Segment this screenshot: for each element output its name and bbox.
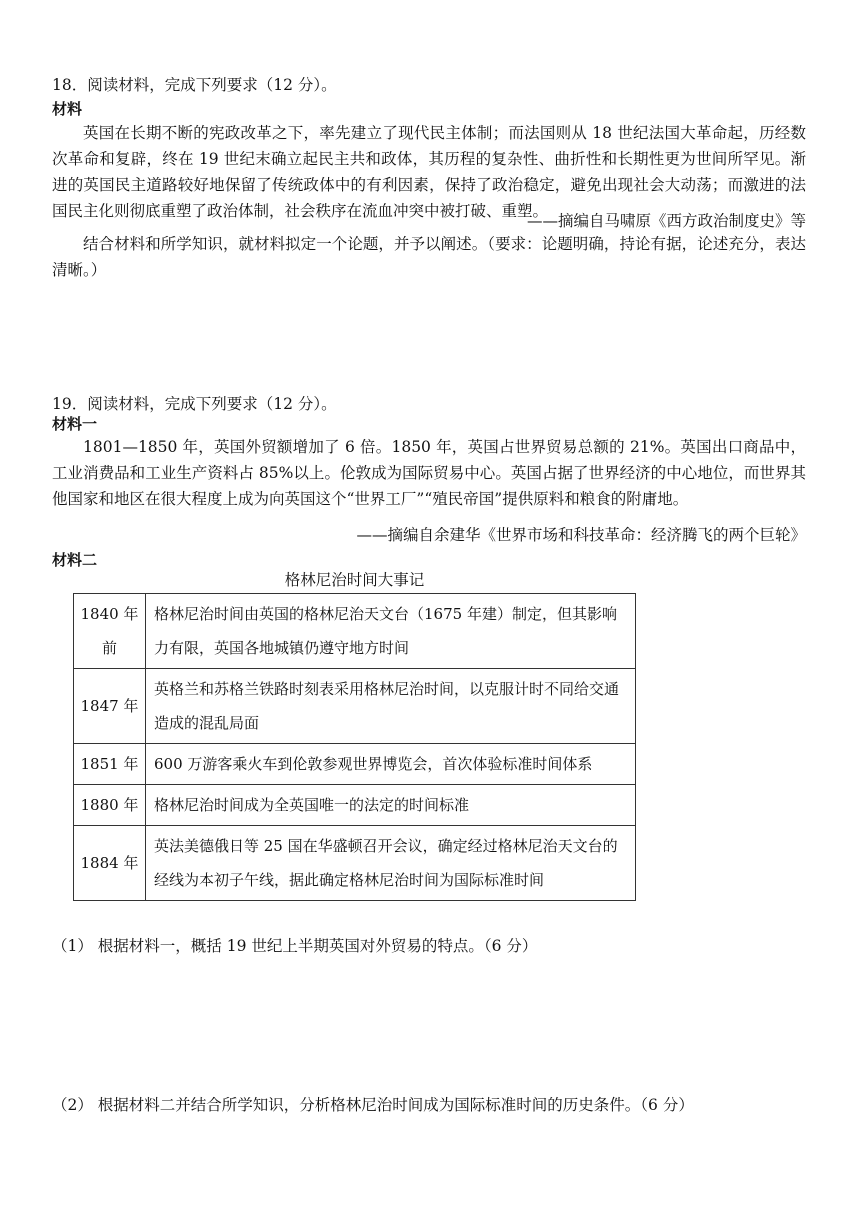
q19-sub1: （1） 根据材料一，概括 19 世纪上半期英国对外贸易的特点。（6 分） bbox=[52, 937, 538, 955]
q18-source: ——摘编自马啸原《西方政治制度史》等 bbox=[526, 212, 806, 230]
table-cell-event: 格林尼治时间成为全英国唯一的法定的时间标准 bbox=[146, 785, 636, 826]
table-cell-event: 英法美德俄日等 25 国在华盛顿召开会议，确定经过格林尼治天文台的经线为本初子午线，据此确定格林尼治时间为国际标准时间 bbox=[146, 826, 636, 901]
q19-material1-source: ——摘编自余建华《世界市场和科技革命：经济腾飞的两个巨轮》 bbox=[356, 526, 806, 544]
q18-task: 结合材料和所学知识，就材料拟定一个论题，并予以阐述。（要求：论题明确，持论有据，论述充分，表达清晰。） bbox=[52, 235, 806, 279]
table-cell-year: 1851 年 bbox=[74, 744, 146, 785]
greenwich-events-table bbox=[73, 593, 636, 901]
q18-material-text: 英国在长期不断的宪政改革之下，率先建立了现代民主体制；而法国则从 18 世纪法国大革命起，历经数次革命和复辟，终在 19 世纪末确立起民主共和政体，其历程的复杂性、曲折性和长期性更为世间所罕见。渐进的英国民主道路较好地保留了传统政体中的有利因素，保持了政治稳定，避免出现社会大动荡；而激进的法国民主化则彻底重塑了政治体制，社会秩序在流血冲突中被打破、重塑。 bbox=[52, 124, 806, 220]
table-row bbox=[74, 826, 636, 901]
table-row bbox=[74, 744, 636, 785]
table-row bbox=[74, 669, 636, 744]
q19-sub2: （2） 根据材料二并结合所学知识，分析格林尼治时间成为国际标准时间的历史条件。（6 分） bbox=[52, 1096, 694, 1114]
table-cell-event: 英格兰和苏格兰铁路时刻表采用格林尼治时间，以克服计时不同给交通造成的混乱局面 bbox=[146, 669, 636, 744]
table-cell-year: 1880 年 bbox=[74, 785, 146, 826]
table-caption: 格林尼治时间大事记 bbox=[284, 571, 425, 589]
table-row bbox=[74, 785, 636, 826]
q18-material-label: 材料 bbox=[52, 100, 83, 118]
table-cell-event: 格林尼治时间由英国的格林尼治天文台（1675 年建）制定，但其影响力有限，英国各地城镇仍遵守地方时间 bbox=[146, 594, 636, 669]
table-cell-year: 1884 年 bbox=[74, 826, 146, 901]
table-row bbox=[74, 594, 636, 669]
q19-material1-text: 1801—1850 年，英国外贸额增加了 6 倍。1850 年，英国占世界贸易总额的 21%。英国出口商品中，工业消费品和工业生产资料占 85%以上。伦敦成为国际贸易中心。英国占据了世界经济的中心地位，而世界其他国家和地区在很大程度上成为向英国这个“世界工厂”“殖民帝国”提供原料和粮食的附庸地。 bbox=[52, 438, 806, 508]
q19-heading: 19．阅读材料，完成下列要求（12 分）。 bbox=[52, 395, 337, 413]
q18-heading: 18．阅读材料，完成下列要求（12 分）。 bbox=[52, 76, 337, 94]
table-cell-event: 600 万游客乘火车到伦敦参观世界博览会，首次体验标准时间体系 bbox=[146, 744, 636, 785]
q19-material2-label: 材料二 bbox=[52, 551, 98, 569]
table-cell-year: 1840 年前 bbox=[74, 594, 146, 669]
q19-material1-label: 材料一 bbox=[52, 415, 98, 433]
table-cell-year: 1847 年 bbox=[74, 669, 146, 744]
